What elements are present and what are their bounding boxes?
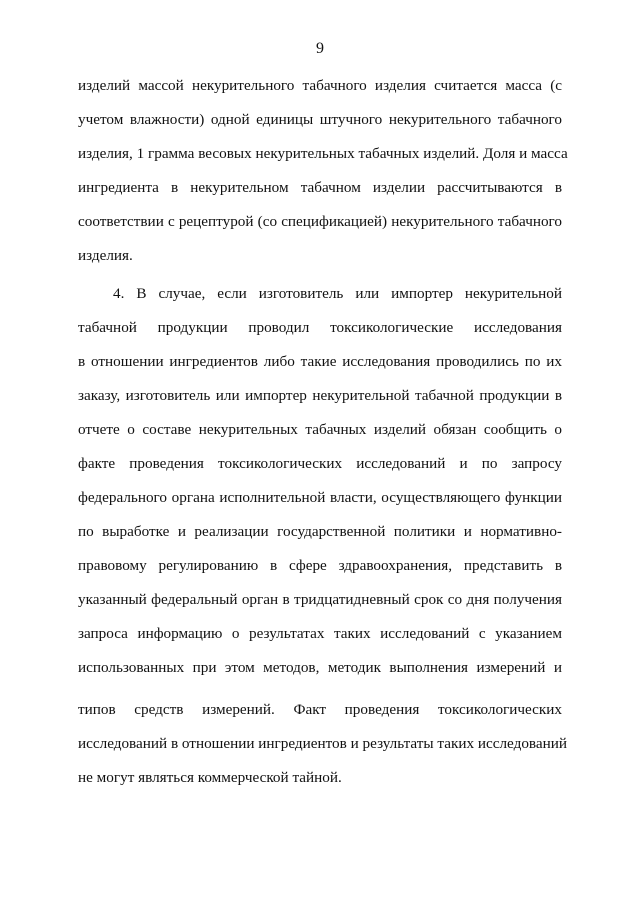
paragraph-1-line: ингредиента в некурительном табачном изделии рассчитываются в <box>78 179 562 196</box>
paragraph-2-line: факте проведения токсикологических исследований и по запросу <box>78 455 562 472</box>
paragraph-1-line: изделий массой некурительного табачного изделия считается масса (с <box>78 77 562 94</box>
paragraph-2-line: отчете о составе некурительных табачных изделий обязан сообщить о <box>78 421 562 438</box>
paragraph-2-line: заказу, изготовитель или импортер некурительной табачной продукции в <box>78 387 562 404</box>
paragraph-1-line: соответствии с рецептурой (со спецификацией) некурительного табачного <box>78 213 562 230</box>
paragraph-1-line: изделия, 1 грамма весовых некурительных табачных изделий. Доля и масса <box>78 145 568 162</box>
paragraph-2-line: использованных при этом методов, методик выполнения измерений и <box>78 659 562 676</box>
paragraph-2-line: не могут являться коммерческой тайной. <box>78 769 342 786</box>
paragraph-1-line: изделия. <box>78 247 133 264</box>
paragraph-2-line: 4. В случае, если изготовитель или импортер некурительной <box>113 285 562 302</box>
paragraph-1-line: учетом влажности) одной единицы штучного некурительного табачного <box>78 111 562 128</box>
paragraph-2-line: исследований в отношении ингредиентов и результаты таких исследований <box>78 735 568 752</box>
paragraph-2-line: в отношении ингредиентов либо такие исследования проводились по их <box>78 353 562 370</box>
paragraph-2-line: по выработке и реализации государственной политики и нормативно- <box>78 523 562 540</box>
page-number: 9 <box>316 40 324 57</box>
paragraph-2-line: табачной продукции проводил токсикологические исследования <box>78 319 562 336</box>
paragraph-2-line: запроса информацию о результатах таких исследований с указанием <box>78 625 562 642</box>
paragraph-2-line: федерального органа исполнительной власти, осуществляющего функции <box>78 489 562 506</box>
paragraph-2-line: типов средств измерений. Факт проведения токсикологических <box>78 701 562 718</box>
paragraph-2-line: указанный федеральный орган в тридцатидневный срок со дня получения <box>78 591 562 608</box>
paragraph-2-line: правовому регулированию в сфере здравоохранения, представить в <box>78 557 562 574</box>
